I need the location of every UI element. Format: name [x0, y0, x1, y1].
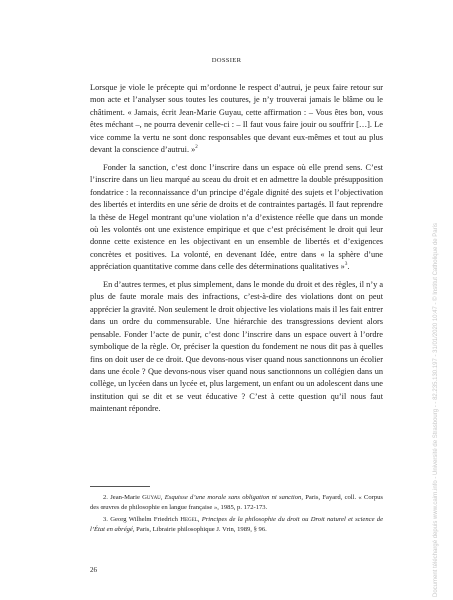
- page-number: 26: [90, 566, 97, 574]
- footnote-author-first: Jean-Marie: [110, 494, 140, 501]
- footnote-author-last: Guyau: [142, 494, 161, 501]
- paragraph-2: [90, 162, 383, 274]
- paragraph-2-end: .: [347, 262, 350, 272]
- footnote-number: 3.: [103, 516, 108, 524]
- footnote-rule: [90, 486, 150, 487]
- paragraph-1-text: Lorsque je viole le précepte qui m’ordonne le respect d’autrui, je peux faire retour sur mon acte et l’analyser sous toutes les coutures, je n’y trouverai jamais le blâme ou le châtiment. « Jamais, écrit Jean-Marie Guyau, cette affirmation : – Vous êtes bon, vous êtes méchant –, ne pourra devenir celle-ci : – Il faut vous faire jouir ou souffrir […]. Le vice comme la vertu ne sont donc responsables que devant eux-mêmes et tout au plus devant la conscience d’autrui. »: [90, 83, 383, 155]
- footnote-2: 2. Jean-Marie Guyau, Esquisse d’une morale sans obligation ni sanction, Paris, Fayard, coll. « Corpus des œuvres de philosophie en langue française », 1985, p. 172-173.: [90, 494, 383, 511]
- footnotes: [90, 486, 383, 534]
- download-watermark: Document téléchargé depuis www.cairn.info - Université de Strasbourg - - 82.235.130.197 - 31/01/2020 10:47 - © Institut Catholique de Paris: [433, 223, 439, 597]
- footnote-author-last: Hegel: [180, 516, 198, 524]
- paragraph-3: [90, 279, 383, 416]
- main-text: [90, 82, 383, 416]
- footnote-title: Principes de la philosophie du droit ou Droit naturel et science de l’État en abrégé: [90, 516, 383, 533]
- paragraph-2-text: Fonder la sanction, c’est donc l’inscrire dans un espace où elle prend sens. C’est l’inscrire dans un lieu marqué au sceau du droit et en admettre la double présupposition fondatrice : la reconnaissance d’un principe d’égale dignité des sujets et l’objectivation des libertés et interdits en une série de droits et de contraintes partagés. Il faut reprendre la thèse de Hegel montrant qu’une violation n’a d’existence réelle que dans un monde où les volontés ont une existence empirique et que c’est précisément le droit qui leur donne cette existence en les objectivant en un ensemble de libertés et d’exigences concrètes et positives. La volonté, en devenant Idée, entre dans « la sphère d’une appréciation quantitative comme dans celle des déterminations qualitatives »: [90, 162, 383, 272]
- running-header: DOSSIER: [211, 57, 242, 64]
- footnote-number: 2.: [103, 494, 108, 501]
- footnote-3: 3. Georg Wilhelm Friedrich Hegel, Principes de la philosophie du droit ou Droit naturel et science de l’État en abrégé, Paris, Librairie philosophique J. Vrin, 1989, § 96.: [90, 516, 383, 533]
- footnote-rest: , Paris, Fayard, coll. « Corpus des œuvres de philosophie en langue française », 1985, p. 172-173.: [90, 494, 383, 511]
- footnote-title: Esquisse d’une morale sans obligation ni sanction: [164, 494, 302, 501]
- footnote-author-first: Georg Wilhelm Friedrich: [110, 516, 178, 524]
- footnote-ref-3[interactable]: 3: [344, 262, 348, 268]
- footnote-rest: , Paris, Librairie philosophique J. Vrin, 1989, § 96.: [132, 525, 267, 533]
- paragraph-1: [90, 82, 383, 157]
- footnote-ref-2[interactable]: 2: [195, 145, 198, 151]
- paragraph-3-text: En d’autres termes, et plus simplement, dans le monde du droit et des règles, il n’y a plus de faute morale mais des infractions, c’est-à-dire des violations dont on peut apprécier la gravité. Non seulement le droit objective les violations mais il les fait entrer dans un ordre du commensurable. Une hiérarchie des transgressions devient alors pensable. Fonder l’acte de punir, c’est donc l’inscrire dans un espace ouvert à l’ordre symbolique de la règle. Or, préciser la question du fondement ne nous dit pas à quelles fins on doit user de ce droit. Que devons-nous viser quand nous sanctionnons un écolier dans une école ? Que devons-nous viser quand nous sanctionnons un collégien dans un collège, un lycéen dans un lycée et, plus largement, un enfant ou un adolescent dans une institution qui se dit et se veut éducative ? C’est à cette question qu’il nous faut maintenant répondre.: [90, 279, 383, 414]
